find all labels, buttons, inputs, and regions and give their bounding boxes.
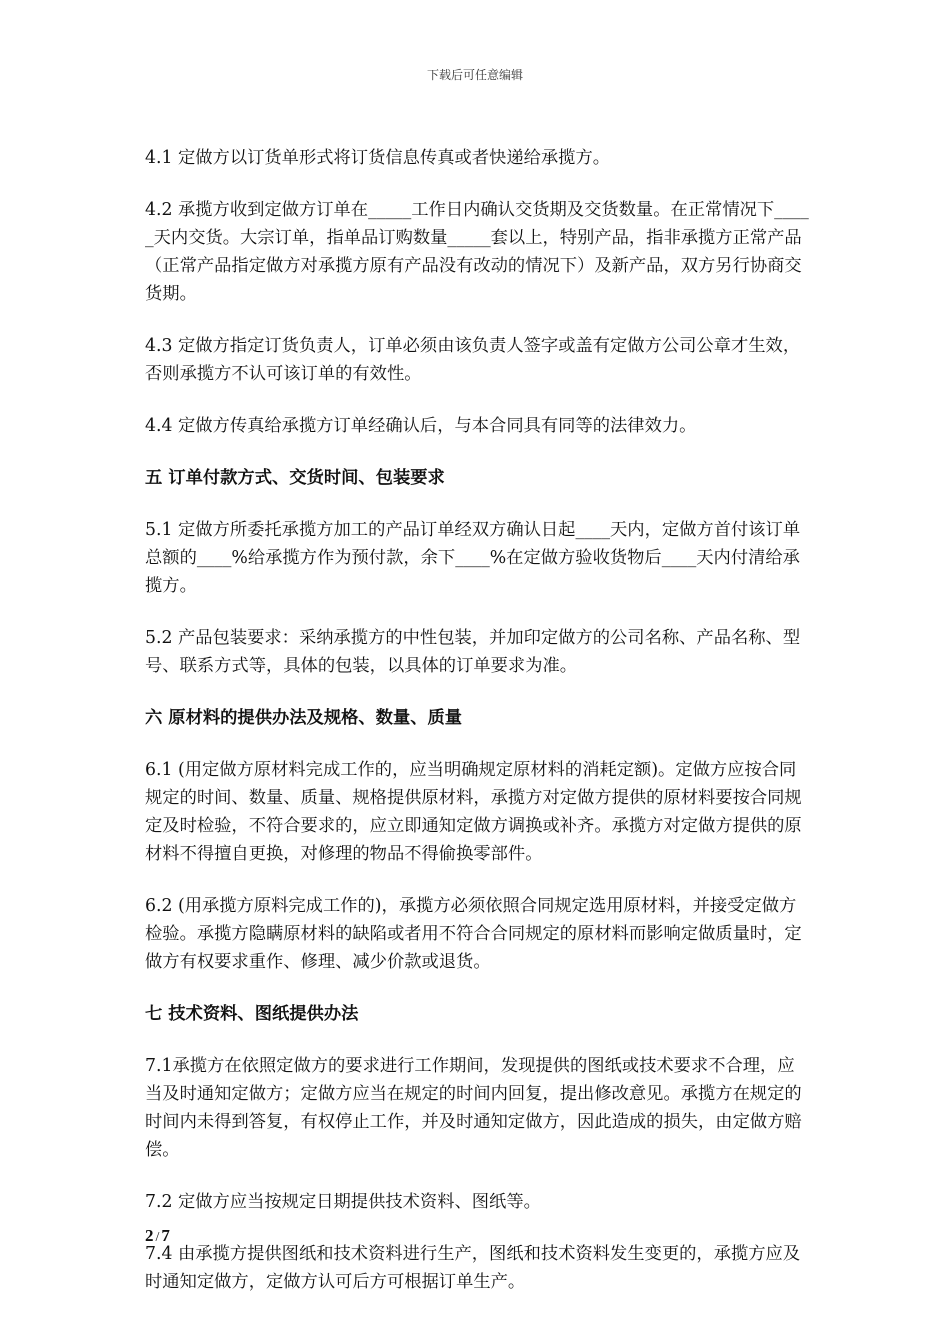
section-7-heading: 七 技术资料、图纸提供办法 (145, 1004, 359, 1024)
clause-7-1: 7.1承揽方在依照定做方的要求进行工作期间，发现提供的图纸或技术要求不合理，应当及时通知定做方；定做方应当在规定的时间内回复，提出修改意见。承揽方在规定的时间内未得到答复，有权停止工作，并及时通知定做方，因此造成的损失，由定做方赔偿。 (145, 1056, 802, 1160)
section-6-heading: 六 原材料的提供办法及规格、数量、质量 (145, 708, 463, 728)
section-5-heading: 五 订单付款方式、交货时间、包装要求 (145, 468, 445, 488)
clause-5-1: 5.1 定做方所委托承揽方加工的产品订单经双方确认日起____天内，定做方首付该订单总额的____%给承揽方作为预付款，余下____%在定做方验收货物后____天内付清给承揽方。 (145, 520, 801, 596)
clause-6-2: 6.2 (用承揽方原料完成工作的)，承揽方必须依照合同规定选用原材料，并接受定做方检验。承揽方隐瞒原材料的缺陷或者用不符合合同规定的原材料而影响定做质量时，定做方有权要求重作、修理、减少价款或退货。 (145, 896, 802, 972)
page-current: 2 (145, 1226, 154, 1245)
clause-4-4: 4.4 定做方传真给承揽方订单经确认后，与本合同具有同等的法律效力。 (145, 416, 697, 436)
page-number (145, 1226, 170, 1246)
clause-4-1: 4.1 定做方以订货单形式将订货信息传真或者快递给承揽方。 (145, 148, 611, 168)
header-note: 下载后可任意编辑 (426, 68, 523, 82)
page-separator: / (155, 1230, 160, 1245)
clause-4-3: 4.3 定做方指定订货负责人，订单必须由该负责人签字或盖有定做方公司公章才生效，否则承揽方不认可该订单的有效性。 (145, 336, 801, 384)
document-body (145, 144, 810, 1320)
clause-6-1: 6.1 (用定做方原材料完成工作的，应当明确规定原材料的消耗定额)。定做方应按合同规定的时间、数量、质量、规格提供原材料，承揽方对定做方提供的原材料要按合同规定及时检验，不符合要求的，应立即通知定做方调换或补齐。承揽方对定做方提供的原材料不得擅自更换，对修理的物品不得偷换零部件。 (145, 760, 802, 864)
page-total: 7 (161, 1226, 170, 1245)
clause-7-4: 7.4 由承揽方提供图纸和技术资料进行生产，图纸和技术资料发生变更的，承揽方应及时通知定做方，定做方认可后方可根据订单生产。 (145, 1244, 801, 1292)
clause-4-2: 4.2 承揽方收到定做方订单在_____工作日内确认交货期及交货数量。在正常情况下_____天内交货。大宗订单，指单品订购数量_____套以上，特别产品，指非承揽方正常产品（正常产品指定做方对承揽方原有产品没有改动的情况下）及新产品，双方另行协商交货期。 (145, 200, 809, 304)
clause-7-2: 7.2 定做方应当按规定日期提供技术资料、图纸等。 (145, 1192, 541, 1212)
clause-5-2: 5.2 产品包装要求：采纳承揽方的中性包装，并加印定做方的公司名称、产品名称、型号、联系方式等，具体的包装，以具体的订单要求为准。 (145, 628, 801, 676)
